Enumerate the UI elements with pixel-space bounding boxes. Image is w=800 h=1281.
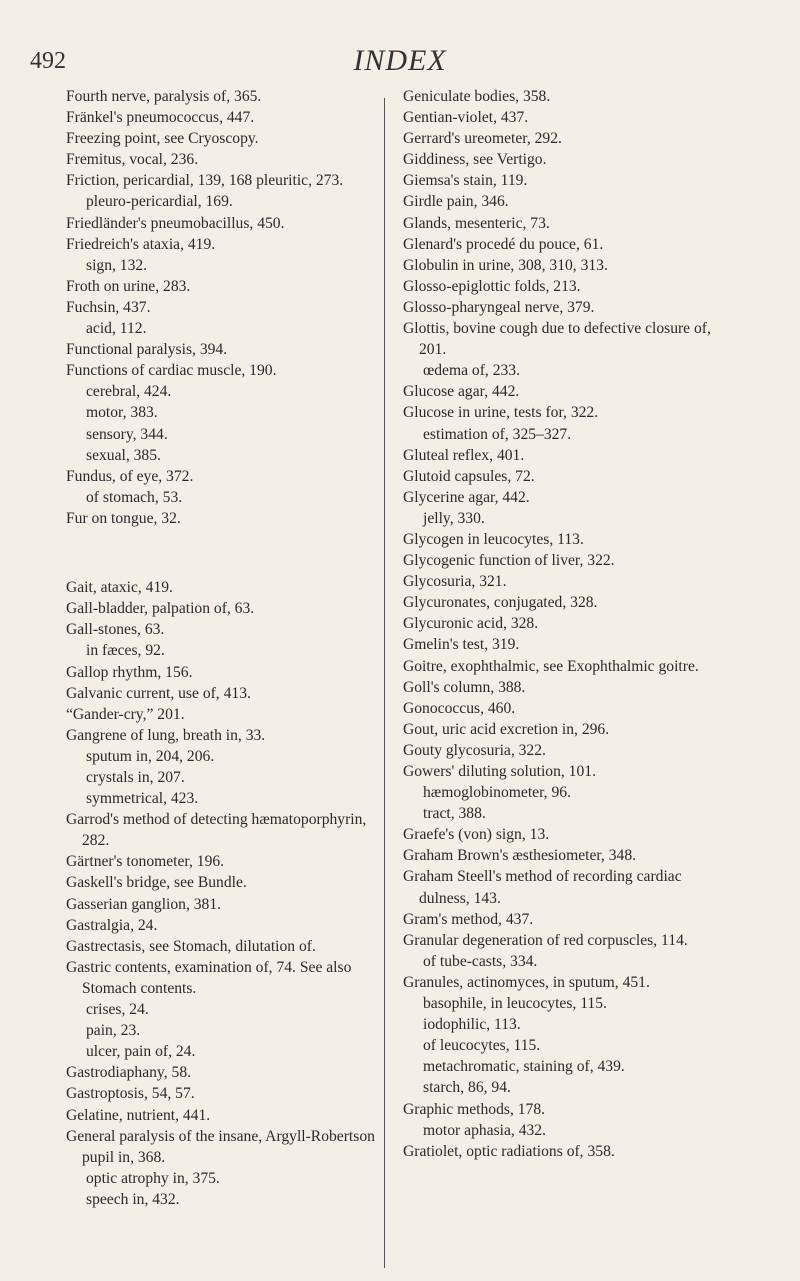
- index-entry: Glycerine agar, 442.: [403, 488, 530, 506]
- index-subentry: sputum in, 204, 206.: [86, 747, 215, 765]
- index-entry: Fourth nerve, paralysis of, 365.: [66, 88, 262, 105]
- index-subentry: crises, 24.: [86, 1001, 149, 1019]
- index-entry: Glottis, bovine cough due to defective closure of, 201.: [403, 320, 711, 359]
- index-entry: Friedreich's ataxia, 419.: [66, 235, 216, 253]
- index-subentry: sexual, 385.: [86, 446, 161, 464]
- index-subentry: cerebral, 424.: [86, 383, 172, 401]
- index-subentry: pleuro-pericardial, 169.: [86, 193, 233, 211]
- index-subentry: symmetrical, 423.: [86, 790, 199, 808]
- index-entry: Gram's method, 437.: [403, 910, 534, 928]
- index-column-right: [403, 86, 733, 1162]
- index-entry: Functional paralysis, 394.: [66, 341, 228, 359]
- index-entry: Glycuronates, conjugated, 328.: [403, 594, 598, 612]
- index-entry: Glycogen in leucocytes, 113.: [403, 530, 584, 548]
- index-subentry: pain, 23.: [86, 1022, 141, 1040]
- index-entry: Gärtner's tonometer, 196.: [66, 853, 225, 871]
- index-entry: Gastroptosis, 54, 57.: [66, 1085, 195, 1103]
- index-entry: Galvanic current, use of, 413.: [66, 684, 251, 702]
- index-entry: Garrod's method of detecting hæmatoporphyrin, 282.: [66, 811, 367, 850]
- index-subentry: jelly, 330.: [423, 509, 485, 527]
- index-subentry: basophile, in leucocytes, 115.: [423, 995, 607, 1013]
- index-entry: Gait, ataxic, 419.: [66, 579, 173, 597]
- index-entry: Glenard's procedé du pouce, 61.: [403, 235, 604, 253]
- index-entry: Goll's column, 388.: [403, 678, 526, 696]
- index-entry: Goitre, exophthalmic, see Exophthalmic goitre.: [403, 657, 699, 675]
- index-entry: Fuchsin, 437.: [66, 298, 151, 316]
- index-entry: Freezing point, see Cryoscopy.: [66, 130, 259, 148]
- index-entry: Gastric contents, examination of, 74. See also Stomach contents.: [66, 958, 352, 997]
- index-subentry: crystals in, 207.: [86, 769, 185, 786]
- index-subentry: ulcer, pain of, 24.: [86, 1043, 196, 1061]
- index-entry: Giemsa's stain, 119.: [403, 172, 528, 190]
- index-entry: Gastrodiaphany, 58.: [66, 1064, 192, 1082]
- index-entry: Granules, actinomyces, in sputum, 451.: [403, 973, 650, 991]
- index-subentry: optic atrophy in, 375.: [86, 1169, 220, 1187]
- index-entry: Friedländer's pneumobacillus, 450.: [66, 214, 285, 232]
- index-entry: Fundus, of eye, 372.: [66, 467, 194, 485]
- index-entry: Gonococcus, 460.: [403, 699, 516, 717]
- index-entry: Gaskell's bridge, see Bundle.: [66, 874, 247, 892]
- index-entry: General paralysis of the insane, Argyll-Robertson pupil in, 368.: [66, 1127, 375, 1166]
- index-entry: Gallop rhythm, 156.: [66, 663, 193, 681]
- index-entry: Gouty glycosuria, 322.: [403, 741, 546, 759]
- index-entry: Gall-bladder, palpation of, 63.: [66, 600, 255, 618]
- index-subentry: sensory, 344.: [86, 425, 168, 443]
- index-entry: Glucose agar, 442.: [403, 383, 520, 401]
- index-entry: Gluteal reflex, 401.: [403, 446, 525, 464]
- index-entry: Gelatine, nutrient, 441.: [66, 1106, 211, 1124]
- index-subentry: in fæces, 92.: [86, 642, 165, 660]
- index-entry: Gmelin's test, 319.: [403, 636, 520, 654]
- index-entry: Gangrene of lung, breath in, 33.: [66, 726, 266, 744]
- index-entry: Glycogenic function of liver, 322.: [403, 552, 615, 570]
- index-entry: Gowers' diluting solution, 101.: [403, 763, 596, 780]
- index-subentry: hæmoglobinometer, 96.: [423, 784, 571, 802]
- index-subentry: motor aphasia, 432.: [423, 1121, 546, 1139]
- index-entry: Granular degeneration of red corpuscles, 114.: [403, 931, 688, 949]
- index-entry: Gout, uric acid excretion in, 296.: [403, 720, 610, 738]
- index-subentry: acid, 112.: [86, 320, 147, 338]
- index-entry: Glosso-pharyngeal nerve, 379.: [403, 298, 595, 316]
- index-subentry: of leucocytes, 115.: [423, 1037, 541, 1055]
- index-entry: Giddiness, see Vertigo.: [403, 151, 547, 169]
- index-subentry: speech in, 432.: [86, 1190, 180, 1208]
- index-subentry: of stomach, 53.: [86, 488, 183, 506]
- index-entry: Gratiolet, optic radiations of, 358.: [403, 1142, 615, 1160]
- index-entry: Geniculate bodies, 358.: [403, 88, 551, 105]
- index-entry: Graphic methods, 178.: [403, 1100, 546, 1118]
- index-entry: Glands, mesenteric, 73.: [403, 214, 550, 232]
- index-entry: Gastralgia, 24.: [66, 916, 158, 934]
- index-entry: Gall-stones, 63.: [66, 621, 165, 639]
- index-column-left: [66, 86, 376, 1210]
- index-entry: Glycosuria, 321.: [403, 573, 507, 591]
- index-subentry: metachromatic, staining of, 439.: [423, 1058, 625, 1076]
- index-entry: Glycuronic acid, 328.: [403, 615, 539, 633]
- index-subentry: iodophilic, 113.: [423, 1016, 521, 1034]
- index-subentry: sign, 132.: [86, 256, 148, 274]
- index-entry: Globulin in urine, 308, 310, 313.: [403, 256, 608, 274]
- index-entry: Fur on tongue, 32.: [66, 509, 181, 527]
- index-entry: Froth on urine, 283.: [66, 277, 191, 295]
- index-entry: Graefe's (von) sign, 13.: [403, 826, 550, 844]
- index-entry: Glucose in urine, tests for, 322.: [403, 404, 599, 422]
- page-number: 492: [30, 48, 66, 74]
- index-subentry: œdema of, 233.: [423, 362, 521, 380]
- index-entry: Gentian-violet, 437.: [403, 109, 529, 127]
- index-entry: Fränkel's pneumococcus, 447.: [66, 109, 255, 127]
- column-divider: [384, 98, 385, 1268]
- index-entry: Girdle pain, 346.: [403, 193, 509, 211]
- index-subentry: motor, 383.: [86, 404, 158, 422]
- running-title: INDEX: [353, 44, 447, 77]
- index-subentry: estimation of, 325–327.: [423, 425, 572, 443]
- index-entry: Gastrectasis, see Stomach, dilutation of.: [66, 937, 316, 955]
- index-entry: Glutoid capsules, 72.: [403, 467, 535, 485]
- index-entry: Fremitus, vocal, 236.: [66, 151, 199, 169]
- index-entry: Graham Brown's æsthesiometer, 348.: [403, 847, 637, 865]
- index-entry: Gerrard's ureometer, 292.: [403, 130, 562, 148]
- index-subentry: tract, 388.: [423, 805, 486, 823]
- index-entry: Functions of cardiac muscle, 190.: [66, 362, 277, 380]
- section-gap: [66, 545, 376, 562]
- index-entry: Friction, pericardial, 139, 168 pleuritic, 273.: [66, 172, 344, 190]
- index-entry: Gasserian ganglion, 381.: [66, 895, 222, 913]
- index-entry: Graham Steell's method of recording cardiac dulness, 143.: [403, 868, 682, 907]
- index-entry: Glosso-epiglottic folds, 213.: [403, 277, 581, 295]
- index-subentry: of tube-casts, 334.: [423, 952, 538, 970]
- index-entry: “Gander-cry,” 201.: [66, 705, 185, 723]
- index-subentry: starch, 86, 94.: [423, 1079, 511, 1097]
